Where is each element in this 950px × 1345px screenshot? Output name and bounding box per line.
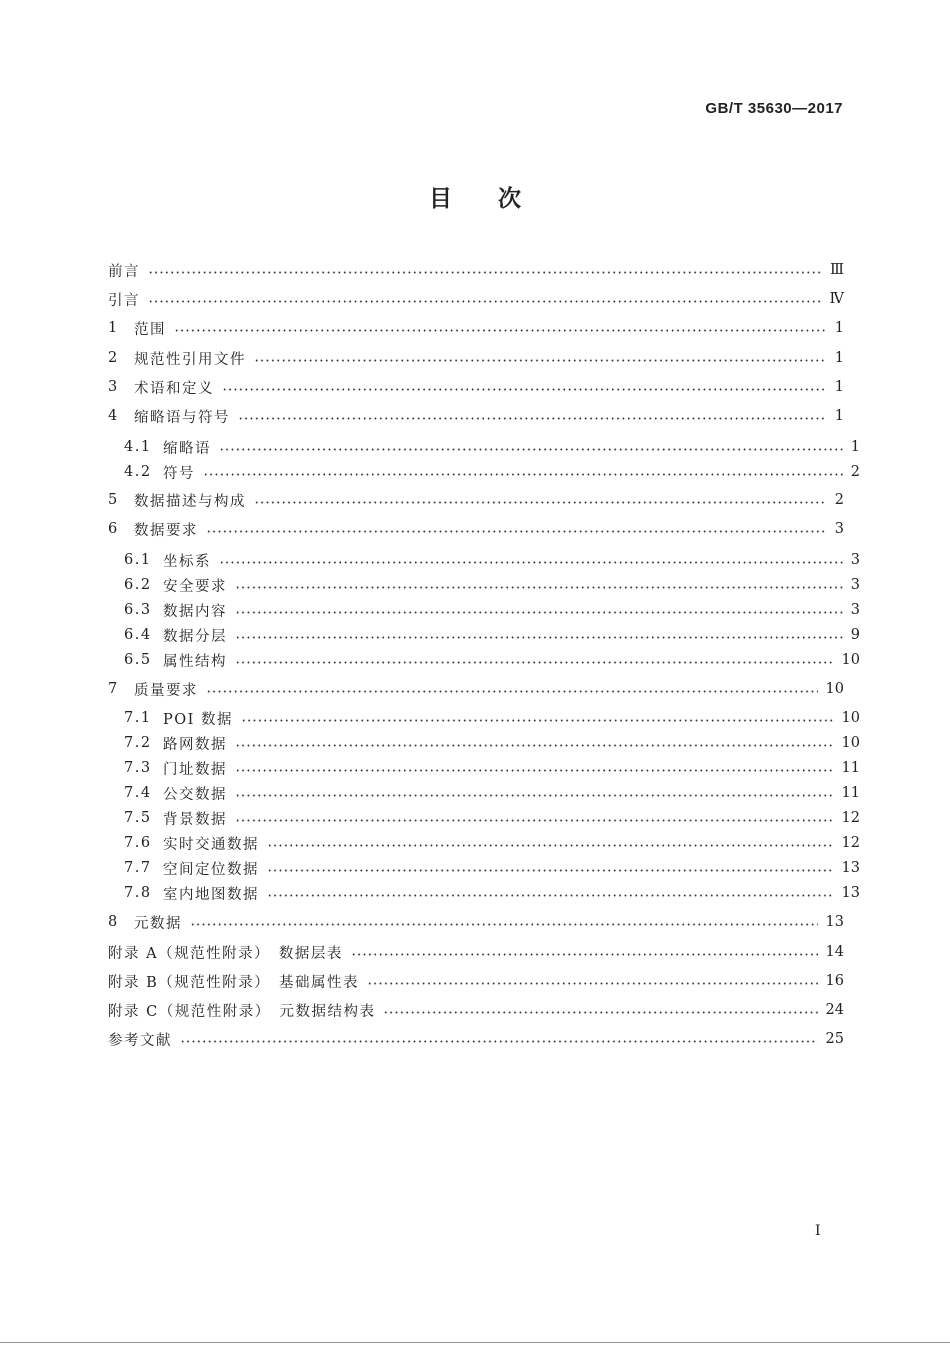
toc-entry-label: 质量要求: [134, 682, 198, 699]
toc-entry[interactable]: [108, 969, 844, 993]
toc-dot-leader: [235, 769, 834, 772]
toc-entry-label: 数据要求: [134, 522, 198, 539]
toc-entry-page: 1: [850, 439, 860, 455]
toc-dot-leader: [219, 561, 843, 564]
toc-entry-page: 12: [841, 810, 860, 826]
toc-entry[interactable]: [108, 731, 860, 755]
toc-entry-page: 10: [841, 652, 860, 668]
toc-entry-label: 参考文献: [108, 1032, 172, 1049]
toc-entry-page: 10: [841, 735, 860, 751]
toc-entry-label: 术语和定义: [134, 380, 214, 397]
toc-entry-label: 符号: [163, 465, 195, 482]
page-edge-divider: [0, 1342, 950, 1343]
toc-entry[interactable]: [108, 460, 860, 484]
toc-entry-label: 元数据: [134, 915, 182, 932]
toc-entry-label: 数据内容: [163, 603, 227, 620]
toc-entry-number: 8: [108, 914, 119, 930]
toc-entry-label: 附录 B（规范性附录） 基础属性表: [108, 974, 360, 991]
toc-entry-label: 数据描述与构成: [134, 493, 246, 510]
toc-entry-label: 前言: [108, 263, 140, 280]
toc-entry-number: 7.8: [124, 885, 152, 901]
toc-entry-page: 12: [841, 835, 860, 851]
toc-entry[interactable]: [108, 998, 844, 1022]
toc-entry-number: 4.1: [124, 439, 152, 455]
toc-dot-leader: [174, 329, 827, 332]
toc-dot-leader: [180, 1040, 818, 1043]
toc-entry[interactable]: [108, 404, 844, 428]
toc-dot-leader: [267, 844, 834, 847]
toc-entry-page: 3: [834, 521, 844, 537]
toc-entry-label: 安全要求: [163, 578, 227, 595]
toc-dot-leader: [254, 501, 827, 504]
toc-entry-page: 3: [850, 552, 860, 568]
toc-dot-leader: [219, 448, 843, 451]
toc-entry[interactable]: [108, 346, 844, 370]
toc-entry-page: 16: [825, 973, 844, 989]
toc-dot-leader: [267, 869, 834, 872]
toc-entry-label: 实时交通数据: [163, 836, 259, 853]
toc-entry[interactable]: [108, 488, 844, 512]
toc-entry-label: 引言: [108, 292, 140, 309]
page-title: 目次: [429, 186, 567, 212]
toc-entry-page: 25: [825, 1031, 844, 1047]
toc-entry-label: 空间定位数据: [163, 861, 259, 878]
toc-entry-label: 缩略语: [163, 440, 211, 457]
toc-entry-label: 属性结构: [163, 653, 227, 670]
toc-dot-leader: [235, 586, 843, 589]
toc-dot-leader: [222, 388, 827, 391]
toc-dot-leader: [148, 300, 822, 303]
toc-entry-page: 9: [850, 627, 860, 643]
toc-entry-page: 10: [841, 710, 860, 726]
toc-entry-number: 7.4: [124, 785, 152, 801]
toc-entry[interactable]: [108, 756, 860, 780]
toc-dot-leader: [241, 719, 834, 722]
toc-entry-number: 6.5: [124, 652, 152, 668]
toc-entry-page: 1: [834, 350, 844, 366]
toc-dot-leader: [235, 636, 843, 639]
toc-entry[interactable]: [108, 258, 844, 282]
toc-entry[interactable]: [108, 856, 860, 880]
toc-entry-label: 门址数据: [163, 761, 227, 778]
toc-dot-leader: [367, 982, 818, 985]
toc-entry-page: 2: [850, 464, 860, 480]
toc-entry-number: 4: [108, 408, 119, 424]
toc-entry[interactable]: [108, 831, 860, 855]
toc-entry[interactable]: [108, 573, 860, 597]
toc-entry[interactable]: [108, 375, 844, 399]
toc-entry-number: 5: [108, 492, 119, 508]
toc-entry[interactable]: [108, 648, 860, 672]
toc-entry-number: 3: [108, 379, 119, 395]
toc-entry-page: 13: [841, 885, 860, 901]
toc-entry-page: 1: [834, 408, 844, 424]
toc-dot-leader: [383, 1011, 817, 1014]
toc-entry-number: 7: [108, 681, 119, 697]
toc-entry-number: 6.4: [124, 627, 152, 643]
toc-entry-label: 附录 A（规范性附录） 数据层表: [108, 945, 343, 962]
toc-entry-label: 路网数据: [163, 736, 227, 753]
toc-dot-leader: [235, 661, 834, 664]
toc-dot-leader: [235, 744, 834, 747]
toc-entry[interactable]: [108, 548, 860, 572]
toc-dot-leader: [203, 473, 843, 476]
toc-entry[interactable]: [108, 706, 860, 730]
toc-entry-label: POI 数据: [163, 711, 233, 728]
toc-entry-number: 6.1: [124, 552, 152, 568]
toc-entry-page: 24: [825, 1002, 844, 1018]
toc-entry[interactable]: [108, 316, 844, 340]
toc-entry-number: 7.7: [124, 860, 152, 876]
toc-entry-label: 坐标系: [163, 553, 211, 570]
toc-entry-page: 14: [825, 944, 844, 960]
toc-entry-page: 10: [825, 681, 844, 697]
toc-entry[interactable]: [108, 517, 844, 541]
toc-entry-label: 背景数据: [163, 811, 227, 828]
toc-entry-page: 1: [834, 320, 844, 336]
toc-entry-label: 附录 C（规范性附录） 元数据结构表: [108, 1003, 376, 1020]
toc-entry-number: 7.1: [124, 710, 152, 726]
toc-entry-page: 11: [841, 785, 860, 801]
toc-entry-label: 规范性引用文件: [134, 351, 246, 368]
toc-entry-page: 11: [841, 760, 860, 776]
toc-entry[interactable]: [108, 435, 860, 459]
toc-dot-leader: [351, 953, 818, 956]
toc-entry-page: 13: [841, 860, 860, 876]
toc-entry-label: 范围: [134, 321, 166, 338]
toc-dot-leader: [235, 611, 843, 614]
toc-dot-leader: [235, 819, 834, 822]
toc-dot-leader: [238, 417, 827, 420]
toc-entry-label: 缩略语与符号: [134, 409, 230, 426]
toc-dot-leader: [190, 923, 818, 926]
toc-entry-number: 7.5: [124, 810, 152, 826]
toc-entry-page: Ⅲ: [830, 262, 844, 278]
toc-entry-page: 3: [850, 577, 860, 593]
toc-entry-number: 7.6: [124, 835, 152, 851]
toc-entry[interactable]: [108, 806, 860, 830]
toc-entry-number: 7.2: [124, 735, 152, 751]
toc-entry[interactable]: [108, 940, 844, 964]
toc-entry-label: 公交数据: [163, 786, 227, 803]
toc-dot-leader: [267, 894, 834, 897]
toc-entry-page: Ⅳ: [829, 291, 844, 307]
toc-entry-page: 13: [825, 914, 844, 930]
toc-entry[interactable]: [108, 910, 844, 934]
toc-entry-number: 6: [108, 521, 119, 537]
toc-entry[interactable]: [108, 598, 860, 622]
toc-entry-label: 数据分层: [163, 628, 227, 645]
toc-dot-leader: [235, 794, 834, 797]
toc-entry[interactable]: [108, 287, 844, 311]
toc-entry[interactable]: [108, 881, 860, 905]
toc-entry[interactable]: [108, 1027, 844, 1051]
standard-code: GB/T 35630—2017: [705, 100, 843, 117]
toc-entry-number: 6.3: [124, 602, 152, 618]
page-number: I: [815, 1223, 821, 1239]
toc-entry-number: 6.2: [124, 577, 152, 593]
toc-entry[interactable]: [108, 781, 860, 805]
toc-dot-leader: [206, 530, 827, 533]
toc-dot-leader: [206, 690, 818, 693]
toc-entry-number: 7.3: [124, 760, 152, 776]
toc-entry[interactable]: [108, 677, 844, 701]
toc-entry-page: 2: [834, 492, 844, 508]
toc-entry[interactable]: [108, 623, 860, 647]
toc-entry-number: 2: [108, 350, 119, 366]
toc-dot-leader: [254, 359, 827, 362]
toc-entry-number: 1: [108, 320, 119, 336]
toc-entry-label: 室内地图数据: [163, 886, 259, 903]
toc-entry-page: 3: [850, 602, 860, 618]
toc-entry-page: 1: [834, 379, 844, 395]
toc-dot-leader: [148, 271, 822, 274]
toc-entry-number: 4.2: [124, 464, 152, 480]
